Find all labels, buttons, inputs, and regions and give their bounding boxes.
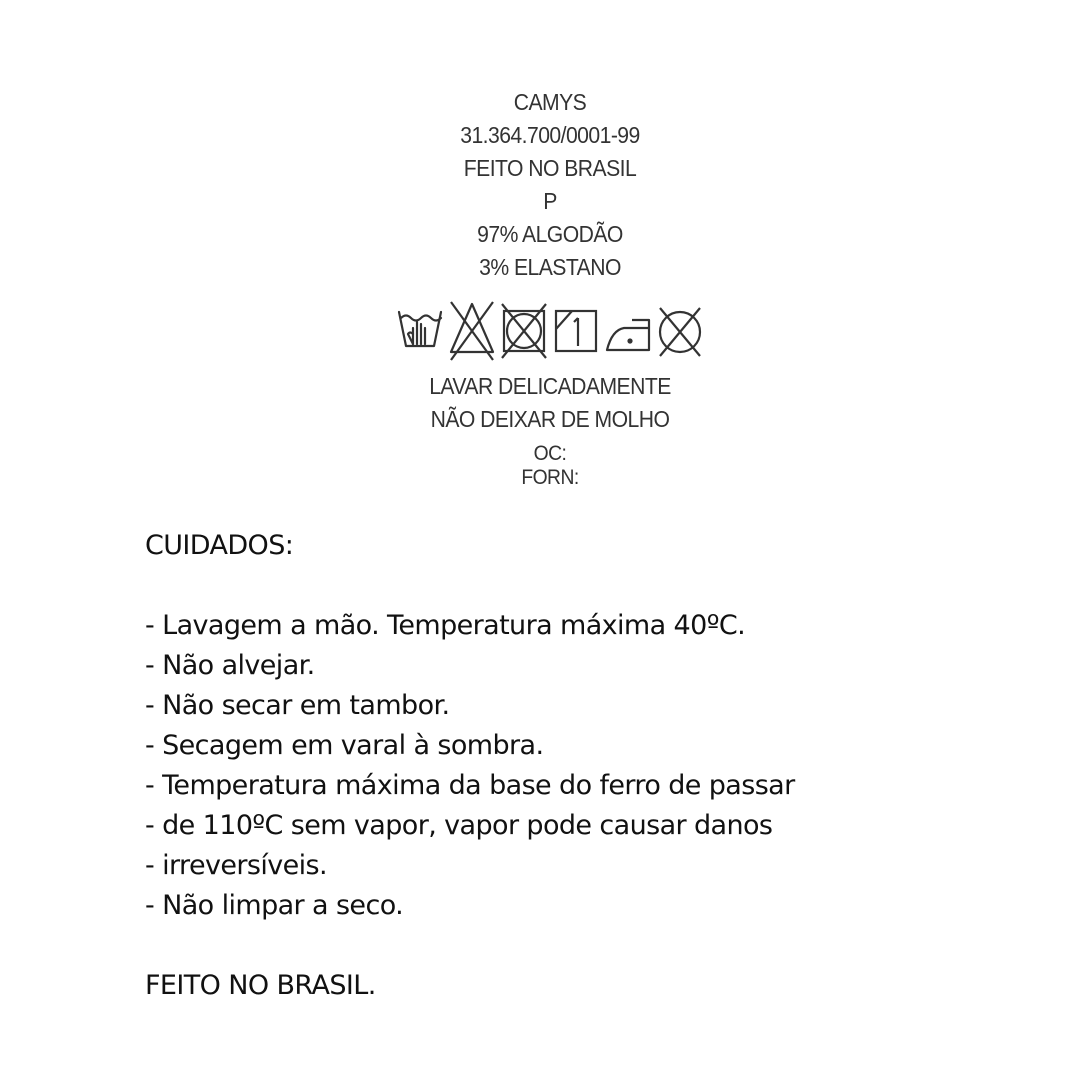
- forn-field: FORN:: [521, 466, 579, 489]
- brand-name: CAMYS: [513, 89, 587, 115]
- origin-text: FEITO NO BRASIL: [463, 155, 637, 181]
- do-not-bleach-icon: [448, 298, 496, 364]
- oc-field: OC:: [533, 442, 567, 465]
- care-item: - Não limpar a seco.: [145, 890, 404, 921]
- composition-cotton: 97% ALGODÃO: [477, 221, 623, 247]
- composition-elastane: 3% ELASTANO: [479, 254, 621, 280]
- instruction-no-soak: NÃO DEIXAR DE MOLHO: [430, 406, 670, 432]
- garment-label: [0, 86, 1080, 490]
- care-item: - Temperatura máxima da base do ferro de passar: [145, 770, 795, 801]
- instruction-wash-gently: LAVAR DELICADAMENTE: [429, 373, 671, 399]
- care-symbols: [0, 292, 1080, 364]
- do-not-dry-clean-icon: [656, 298, 704, 364]
- line-dry-in-shade-icon: [552, 298, 600, 364]
- care-item: - de 110ºC sem vapor, vapor pode causar danos: [145, 810, 773, 841]
- care-item: - Lavagem a mão. Temperatura máxima 40ºC.: [145, 610, 746, 641]
- do-not-tumble-dry-icon: [500, 298, 548, 364]
- size-text: P: [543, 188, 557, 214]
- care-item: - Não alvejar.: [145, 650, 315, 681]
- cnpj-number: 31.364.700/0001-99: [460, 122, 640, 148]
- care-instructions: [145, 526, 1045, 1006]
- care-item: - Não secar em tambor.: [145, 690, 450, 721]
- iron-low-temperature-icon: [604, 298, 652, 364]
- care-item: - irreversíveis.: [145, 850, 327, 881]
- care-list: [145, 606, 1045, 926]
- care-footer: FEITO NO BRASIL.: [145, 970, 376, 1001]
- care-item: - Secagem em varal à sombra.: [145, 730, 544, 761]
- hand-wash-icon: [396, 298, 444, 364]
- care-title: CUIDADOS:: [145, 530, 294, 561]
